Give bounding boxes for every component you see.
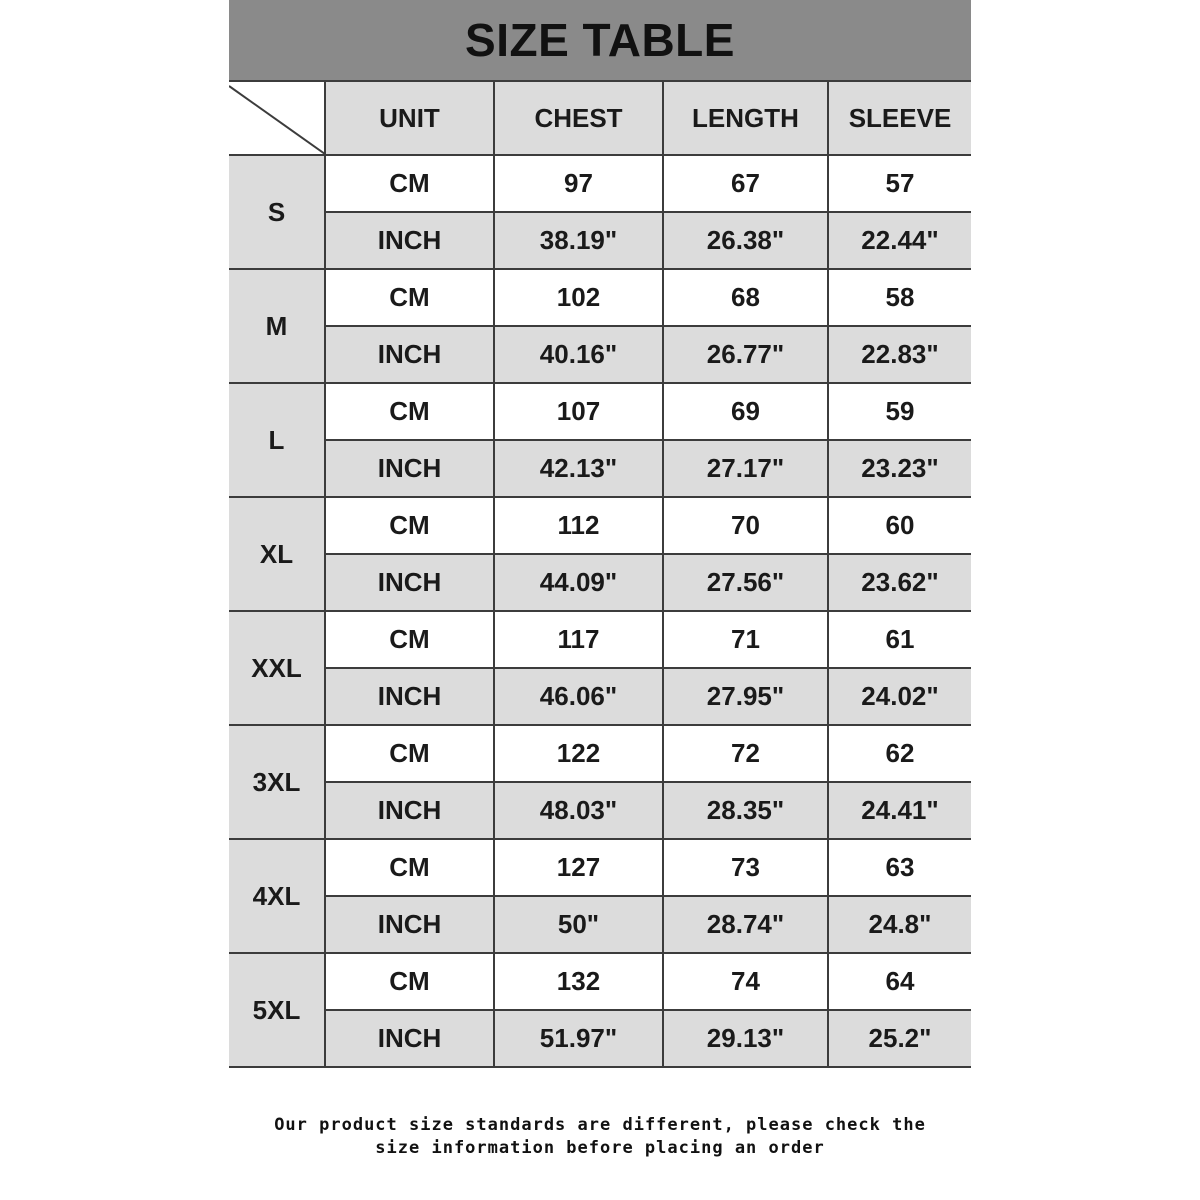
unit-cell: INCH <box>325 212 494 269</box>
unit-cell: CM <box>325 269 494 326</box>
size-chart <box>229 0 971 1068</box>
length-cell: 67 <box>663 155 828 212</box>
size-label: L <box>229 383 325 497</box>
sleeve-cell: 24.8" <box>828 896 971 953</box>
sleeve-cell: 63 <box>828 839 971 896</box>
unit-cell: CM <box>325 611 494 668</box>
page-title: SIZE TABLE <box>229 0 971 82</box>
sleeve-cell: 25.2" <box>828 1010 971 1067</box>
header-sleeve: SLEEVE <box>828 82 971 155</box>
table-row <box>229 155 971 212</box>
unit-cell: INCH <box>325 1010 494 1067</box>
unit-cell: INCH <box>325 668 494 725</box>
chest-cell: 132 <box>494 953 663 1010</box>
length-cell: 74 <box>663 953 828 1010</box>
diagonal-divider-icon <box>229 82 325 155</box>
chest-cell: 50" <box>494 896 663 953</box>
chest-cell: 97 <box>494 155 663 212</box>
unit-cell: CM <box>325 953 494 1010</box>
size-table-body <box>229 155 971 1067</box>
size-label: S <box>229 155 325 269</box>
length-cell: 73 <box>663 839 828 896</box>
sleeve-cell: 23.62" <box>828 554 971 611</box>
chest-cell: 42.13" <box>494 440 663 497</box>
sleeve-cell: 22.44" <box>828 212 971 269</box>
sleeve-cell: 57 <box>828 155 971 212</box>
table-row <box>229 269 971 326</box>
table-row <box>229 782 971 839</box>
table-row <box>229 1010 971 1067</box>
sleeve-cell: 60 <box>828 497 971 554</box>
footnote-line-2: size information before placing an order <box>375 1138 825 1158</box>
length-cell: 71 <box>663 611 828 668</box>
chest-cell: 107 <box>494 383 663 440</box>
table-row <box>229 896 971 953</box>
size-table <box>229 82 971 1068</box>
size-label: 4XL <box>229 839 325 953</box>
sleeve-cell: 59 <box>828 383 971 440</box>
table-row <box>229 554 971 611</box>
sleeve-cell: 22.83" <box>828 326 971 383</box>
footnote <box>0 1114 1200 1160</box>
table-row <box>229 497 971 554</box>
length-cell: 27.17" <box>663 440 828 497</box>
sleeve-cell: 64 <box>828 953 971 1010</box>
chest-cell: 44.09" <box>494 554 663 611</box>
unit-cell: CM <box>325 725 494 782</box>
unit-cell: INCH <box>325 440 494 497</box>
chest-cell: 51.97" <box>494 1010 663 1067</box>
sleeve-cell: 62 <box>828 725 971 782</box>
sleeve-cell: 61 <box>828 611 971 668</box>
table-row <box>229 212 971 269</box>
unit-cell: INCH <box>325 554 494 611</box>
table-row <box>229 326 971 383</box>
length-cell: 70 <box>663 497 828 554</box>
chest-cell: 102 <box>494 269 663 326</box>
header-row <box>229 82 971 155</box>
unit-cell: CM <box>325 155 494 212</box>
size-label: XL <box>229 497 325 611</box>
header-unit: UNIT <box>325 82 494 155</box>
chest-cell: 117 <box>494 611 663 668</box>
length-cell: 26.77" <box>663 326 828 383</box>
sleeve-cell: 24.02" <box>828 668 971 725</box>
sleeve-cell: 58 <box>828 269 971 326</box>
sleeve-cell: 24.41" <box>828 782 971 839</box>
unit-cell: CM <box>325 839 494 896</box>
length-cell: 68 <box>663 269 828 326</box>
header-length: LENGTH <box>663 82 828 155</box>
table-row <box>229 839 971 896</box>
length-cell: 29.13" <box>663 1010 828 1067</box>
chest-cell: 38.19" <box>494 212 663 269</box>
size-label: 3XL <box>229 725 325 839</box>
length-cell: 26.38" <box>663 212 828 269</box>
size-label: M <box>229 269 325 383</box>
table-row <box>229 953 971 1010</box>
table-row <box>229 668 971 725</box>
unit-cell: INCH <box>325 782 494 839</box>
corner-cell <box>229 82 325 155</box>
footnote-line-1: Our product size standards are different, please check the <box>274 1115 926 1135</box>
length-cell: 28.74" <box>663 896 828 953</box>
length-cell: 27.95" <box>663 668 828 725</box>
length-cell: 72 <box>663 725 828 782</box>
chest-cell: 40.16" <box>494 326 663 383</box>
length-cell: 28.35" <box>663 782 828 839</box>
length-cell: 69 <box>663 383 828 440</box>
unit-cell: CM <box>325 383 494 440</box>
chest-cell: 112 <box>494 497 663 554</box>
chest-cell: 127 <box>494 839 663 896</box>
chest-cell: 122 <box>494 725 663 782</box>
unit-cell: CM <box>325 497 494 554</box>
chest-cell: 48.03" <box>494 782 663 839</box>
chest-cell: 46.06" <box>494 668 663 725</box>
sleeve-cell: 23.23" <box>828 440 971 497</box>
table-row <box>229 611 971 668</box>
table-row <box>229 440 971 497</box>
unit-cell: INCH <box>325 326 494 383</box>
unit-cell: INCH <box>325 896 494 953</box>
table-row <box>229 725 971 782</box>
size-label: 5XL <box>229 953 325 1067</box>
size-label: XXL <box>229 611 325 725</box>
length-cell: 27.56" <box>663 554 828 611</box>
table-row <box>229 383 971 440</box>
header-chest: CHEST <box>494 82 663 155</box>
